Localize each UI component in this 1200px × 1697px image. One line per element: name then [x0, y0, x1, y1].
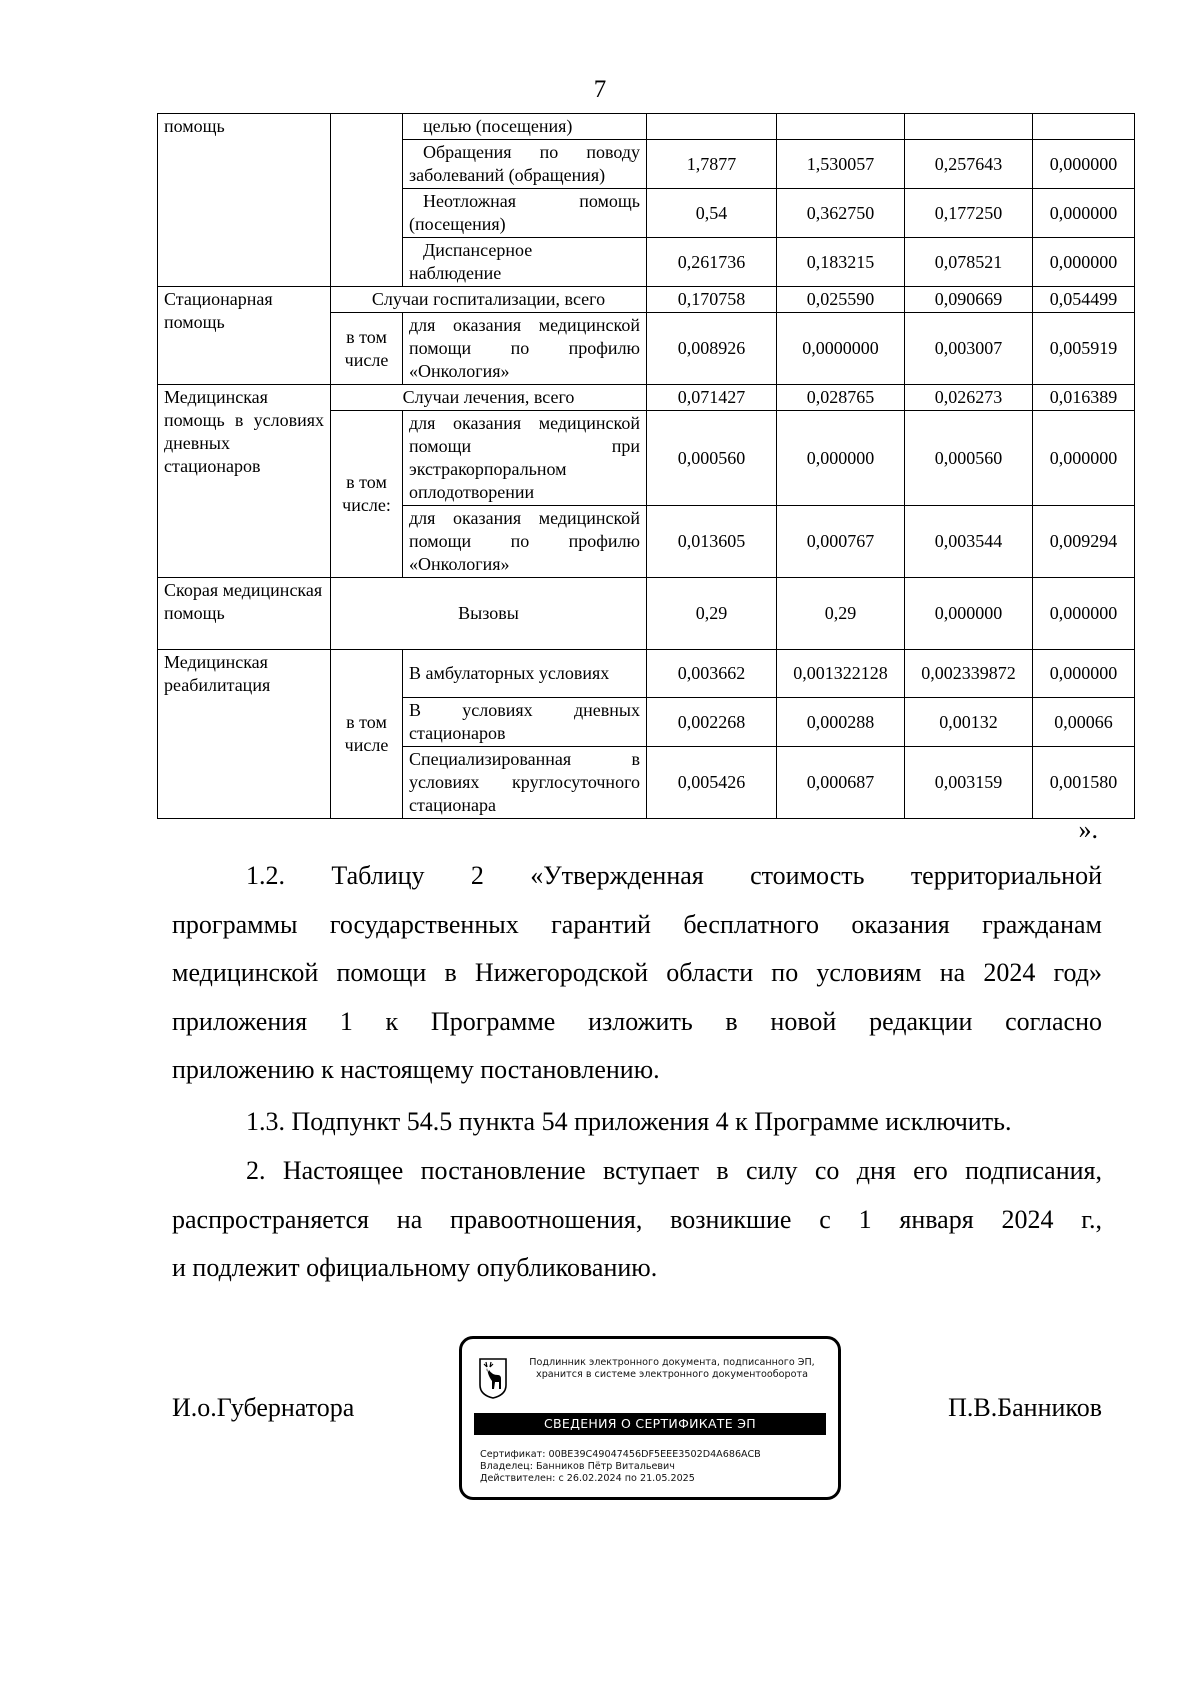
- row-label-line: (посещения): [409, 214, 506, 234]
- table-row: [158, 578, 1135, 650]
- row-label-line: заболеваний (обращения): [409, 165, 606, 185]
- value-cell: 0,003007: [905, 313, 1033, 385]
- including-label: в том числе: [331, 313, 403, 385]
- e-signature-stamp: [459, 1336, 841, 1500]
- value-cell: [905, 114, 1033, 140]
- value-cell: 0,000560: [647, 411, 777, 506]
- total-label: Случаи лечения, всего: [331, 385, 647, 411]
- stamp-header-line: хранится в системе электронного документооборота: [536, 1369, 808, 1380]
- value-cell: 0,257643: [905, 140, 1033, 189]
- value-cell: [777, 114, 905, 140]
- row-label: В амбулаторных условиях: [403, 650, 647, 698]
- row-label: целью (посещения): [403, 114, 647, 140]
- page-number: 7: [593, 76, 607, 103]
- row-label: Вызовы: [331, 578, 647, 650]
- value-cell: 0,071427: [647, 385, 777, 411]
- row-label: для оказания медицинской помощи по профилю «Онкология»: [403, 506, 647, 578]
- total-label: Случаи госпитализации, всего: [331, 287, 647, 313]
- stamp-title-bar: СВЕДЕНИЯ О СЕРТИФИКАТЕ ЭП: [474, 1413, 826, 1435]
- table-row: [158, 287, 1135, 313]
- value-cell: 0,000000: [777, 411, 905, 506]
- value-cell: 0,002339872: [905, 650, 1033, 698]
- value-cell: 0,003544: [905, 506, 1033, 578]
- value-cell: 0,000000: [1033, 238, 1135, 287]
- certificate-owner: Владелец: Банников Пётр Витальевич: [480, 1461, 675, 1472]
- value-cell: 1,7877: [647, 140, 777, 189]
- paragraph-1-2: [172, 852, 1102, 1095]
- table-row: [158, 385, 1135, 411]
- value-cell: 0,005919: [1033, 313, 1135, 385]
- value-cell: 0,261736: [647, 238, 777, 287]
- signer-title: И.о.Губернатора: [172, 1393, 355, 1422]
- value-cell: 0,090669: [905, 287, 1033, 313]
- paragraph-1-3: [172, 1098, 1102, 1147]
- category-cell: Медицинская реабилитация: [158, 650, 331, 819]
- value-cell: 0,000000: [1033, 140, 1135, 189]
- value-cell: 0,362750: [777, 189, 905, 238]
- row-label-line: наблюдение: [409, 263, 502, 283]
- closing-quote: ».: [1078, 815, 1098, 844]
- paragraph-line: распространяется на правоотношения, возникшие с 1 января 2024 г.,: [172, 1204, 1102, 1234]
- category-cell: Стационарная помощь: [158, 287, 331, 385]
- value-cell: 0,005426: [647, 747, 777, 819]
- value-cell: 0,008926: [647, 313, 777, 385]
- row-label-line: Обращения по поводу: [423, 142, 640, 162]
- row-label: для оказания медицинской помощи по профилю «Онкология»: [403, 313, 647, 385]
- signer-name: П.В.Банников: [948, 1393, 1102, 1422]
- row-label: [403, 140, 647, 189]
- value-cell: 0,000560: [905, 411, 1033, 506]
- coat-of-arms-icon: [478, 1357, 508, 1399]
- value-cell: 0,29: [647, 578, 777, 650]
- paragraph-line: приложению к настоящему постановлению.: [172, 1055, 660, 1084]
- value-cell: 0,003159: [905, 747, 1033, 819]
- paragraph-line: медицинской помощи в Нижегородской области по условиям на 2024 год»: [172, 958, 1102, 987]
- value-cell: 0,001580: [1033, 747, 1135, 819]
- paragraph-line: и подлежит официальному опубликованию.: [172, 1253, 658, 1282]
- value-cell: 0,003662: [647, 650, 777, 698]
- value-cell: 0,00066: [1033, 698, 1135, 747]
- value-cell: 0,000767: [777, 506, 905, 578]
- empty-cell: [331, 114, 403, 287]
- value-cell: 0,000000: [1033, 411, 1135, 506]
- value-cell: 0,026273: [905, 385, 1033, 411]
- value-cell: 0,000000: [905, 578, 1033, 650]
- table-row: [158, 114, 1135, 140]
- value-cell: 0,025590: [777, 287, 905, 313]
- row-label: [403, 189, 647, 238]
- value-cell: 0,54: [647, 189, 777, 238]
- value-cell: 0,013605: [647, 506, 777, 578]
- paragraph-line: приложения 1 к Программе изложить в новой редакции согласно: [172, 1006, 1102, 1036]
- certificate-number: Сертификат: 00BE39C49047456DF5EEE3502D4A686ACB: [480, 1449, 761, 1460]
- value-cell: [647, 114, 777, 140]
- including-label: в том числе:: [331, 411, 403, 578]
- stamp-details: [480, 1449, 761, 1485]
- including-label: в том числе: [331, 650, 403, 819]
- value-cell: 0,177250: [905, 189, 1033, 238]
- paragraph-line: 2. Настоящее постановление вступает в силу со дня его подписания,: [246, 1156, 1102, 1185]
- value-cell: 0,028765: [777, 385, 905, 411]
- paragraph-2: [172, 1147, 1102, 1293]
- row-label-line: Диспансерное: [423, 240, 533, 260]
- value-cell: 0,170758: [647, 287, 777, 313]
- value-cell: 0,078521: [905, 238, 1033, 287]
- row-label-line: Неотложная помощь: [423, 191, 640, 211]
- certificate-validity: Действителен: с 26.02.2024 по 21.05.2025: [480, 1473, 695, 1484]
- value-cell: 0,000000: [1033, 189, 1135, 238]
- category-cell: Скорая медицинская помощь: [158, 578, 331, 650]
- value-cell: 0,29: [777, 578, 905, 650]
- category-cell: Медицинская помощь в условиях дневных стационаров: [158, 385, 331, 578]
- stamp-header-line: Подлинник электронного документа, подписанного ЭП,: [529, 1357, 815, 1368]
- value-cell: 0,001322128: [777, 650, 905, 698]
- value-cell: 0,009294: [1033, 506, 1135, 578]
- value-cell: 0,002268: [647, 698, 777, 747]
- value-cell: 0,183215: [777, 238, 905, 287]
- stamp-header: [514, 1357, 830, 1381]
- value-cell: [1033, 114, 1135, 140]
- value-cell: 0,000288: [777, 698, 905, 747]
- value-cell: 0,0000000: [777, 313, 905, 385]
- value-cell: 0,016389: [1033, 385, 1135, 411]
- row-label: В условиях дневных стационаров: [403, 698, 647, 747]
- row-label: [403, 238, 647, 287]
- row-label: для оказания медицинской помощи при экстракорпоральном оплодотворении: [403, 411, 647, 506]
- paragraph-line: программы государственных гарантий бесплатного оказания гражданам: [172, 909, 1102, 939]
- volumes-table: [157, 113, 1135, 819]
- paragraph-line: 1.3. Подпункт 54.5 пункта 54 приложения 4 к Программе исключить.: [246, 1107, 1012, 1136]
- value-cell: 0,000000: [1033, 578, 1135, 650]
- value-cell: 1,530057: [777, 140, 905, 189]
- value-cell: 0,000687: [777, 747, 905, 819]
- value-cell: 0,054499: [1033, 287, 1135, 313]
- row-label: Специализированная в условиях круглосуточного стационара: [403, 747, 647, 819]
- paragraph-line: 1.2. Таблицу 2 «Утвержденная стоимость территориальной: [246, 861, 1102, 890]
- value-cell: 0,00132: [905, 698, 1033, 747]
- category-cell: помощь: [158, 114, 331, 287]
- value-cell: 0,000000: [1033, 650, 1135, 698]
- table-row: [158, 650, 1135, 698]
